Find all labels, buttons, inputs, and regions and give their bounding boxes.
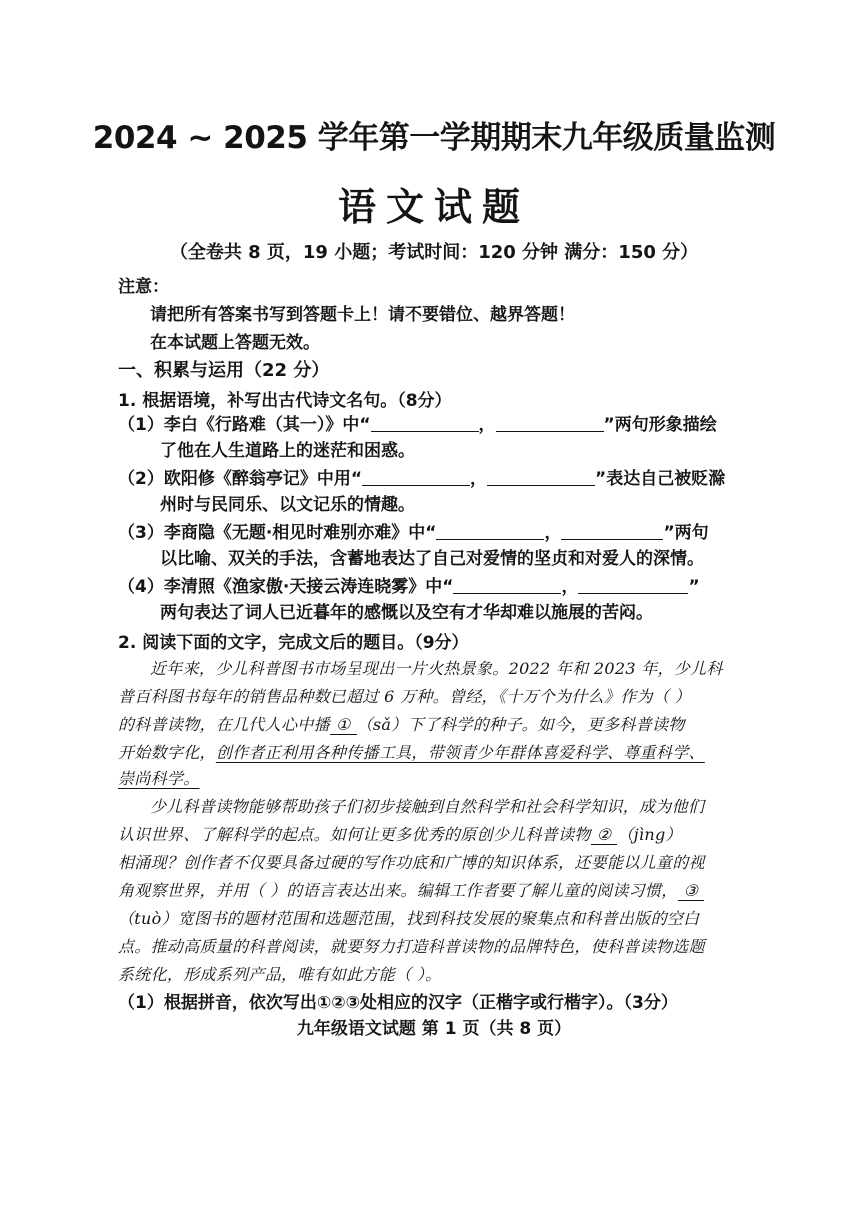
item-1-mid: ， bbox=[478, 415, 496, 435]
notice-line-1: 请把所有答案书写到答题卡上！请不要错位、越界答题！ bbox=[150, 305, 575, 325]
answer-blank[interactable] bbox=[487, 469, 595, 486]
passage-line: 开始数字化，创作者正利用各种传播工具，带领青少年群体喜爱科学、尊重科学、 bbox=[118, 743, 705, 762]
item-2-mid: ， bbox=[470, 469, 488, 489]
passage-line: 普百科图书每年的销售品种数已超过 6 万种。曾经，《十万个为什么》作为（ ） bbox=[118, 687, 691, 706]
question-1-item-4-cont: 两句表达了词人已近暮年的感慨以及空有才华却难以施展的苦闷。 bbox=[160, 603, 653, 623]
question-1-item-3 bbox=[118, 518, 709, 543]
blank-mark-3: ③ bbox=[678, 881, 705, 901]
notice-label: 注意： bbox=[118, 277, 169, 297]
subject-title: 语文试题 bbox=[337, 185, 530, 229]
item-4-prefix: （4）李清照《渔家傲·天接云涛连晓雾》中“ bbox=[118, 577, 454, 597]
question-1-item-3-cont: 以比喻、双关的手法，含蓄地表达了自己对爱情的坚贞和对爱人的深情。 bbox=[160, 549, 704, 569]
item-1-prefix: （1）李白《行路难（其一）》中“ bbox=[118, 415, 371, 435]
item-3-suffix: ”两句 bbox=[663, 523, 709, 543]
item-4-suffix: ” bbox=[688, 577, 700, 597]
answer-blank[interactable] bbox=[436, 523, 544, 540]
passage-line bbox=[118, 766, 200, 789]
passage-line: 近年来，少儿科普图书市场呈现出一片火热景象。2022 年和 2023 年，少儿科 bbox=[150, 659, 723, 678]
passage-line: 点。推动高质量的科普阅读，就要努力打造科普读物的品牌特色，使科普读物选题 bbox=[118, 937, 705, 956]
question-1-item-1-cont: 了他在人生道路上的迷茫和困惑。 bbox=[160, 441, 415, 461]
item-2-prefix: （2）欧阳修《醉翁亭记》中用“ bbox=[118, 469, 363, 489]
item-4-mid: ， bbox=[561, 577, 579, 597]
underlined-sentence: 崇尚科学。 bbox=[118, 769, 200, 788]
answer-blank[interactable] bbox=[453, 577, 561, 594]
passage-line: 认识世界、了解科学的起点。如何让更多优秀的原创少儿科普读物 ② （jìng） bbox=[118, 825, 682, 844]
passage-line: 系统化，形成系列产品，唯有如此方能（ ）。 bbox=[118, 965, 442, 984]
passage-line: 相涌现？创作者不仅要具备过硬的写作功底和广博的知识体系，还要能以儿童的视 bbox=[118, 853, 705, 872]
item-3-mid: ， bbox=[544, 523, 562, 543]
passage-line: （tuò）宽图书的题材范围和选题范围，找到科技发展的聚集点和科普出版的空白 bbox=[118, 909, 700, 928]
notice-line-2: 在本试题上答题无效。 bbox=[150, 333, 320, 353]
item-2-suffix: ”表达自己被贬滁 bbox=[595, 469, 726, 489]
blank-mark-2: ② bbox=[591, 825, 618, 845]
question-2-sub-1: （1）根据拼音，依次写出①②③处相应的汉字（正楷字或行楷字）。（3分） bbox=[118, 993, 678, 1013]
passage-line: 角观察世界，并用（ ）的语言表达出来。编辑工作者要了解儿童的阅读习惯， ③ bbox=[118, 878, 704, 901]
blank-mark-1: ① bbox=[330, 715, 357, 735]
item-3-prefix: （3）李商隐《无题·相见时难别亦难》中“ bbox=[118, 523, 437, 543]
section-heading: 一、积累与运用（22 分） bbox=[118, 360, 330, 381]
exam-title: 2024 ~ 2025 学年第一学期期末九年级质量监测 bbox=[92, 120, 776, 156]
answer-blank[interactable] bbox=[371, 415, 479, 432]
question-2-stem: 2. 阅读下面的文字，完成文后的题目。（9分） bbox=[118, 633, 469, 653]
passage-line: 的科普读物，在几代人心中播 ① （sǎ）下了科学的种子。如今，更多科普读物 bbox=[118, 715, 685, 734]
question-1-item-4 bbox=[118, 572, 700, 597]
underlined-sentence: 创作者正利用各种传播工具，带领青少年群体喜爱科学、尊重科学、 bbox=[215, 743, 705, 762]
page-footer: 九年级语文试题 第 1 页（共 8 页） bbox=[296, 1019, 572, 1039]
passage-line: 少儿科普读物能够帮助孩子们初步接触到自然科学和社会科学知识，成为他们 bbox=[150, 797, 705, 816]
answer-blank[interactable] bbox=[496, 415, 604, 432]
question-1-item-2-cont: 州时与民同乐、以文记乐的情趣。 bbox=[160, 495, 415, 515]
answer-blank[interactable] bbox=[578, 577, 688, 594]
question-1-item-1 bbox=[118, 410, 717, 435]
answer-blank[interactable] bbox=[362, 469, 470, 486]
item-1-suffix: ”两句形象描绘 bbox=[603, 415, 717, 435]
exam-info: （全卷共 8 页，19 小题；考试时间：120 分钟 满分：150 分） bbox=[169, 242, 699, 263]
answer-blank[interactable] bbox=[561, 523, 663, 540]
question-1-stem: 1. 根据语境，补写出古代诗文名句。（8分） bbox=[118, 391, 452, 411]
question-1-item-2 bbox=[118, 464, 725, 489]
